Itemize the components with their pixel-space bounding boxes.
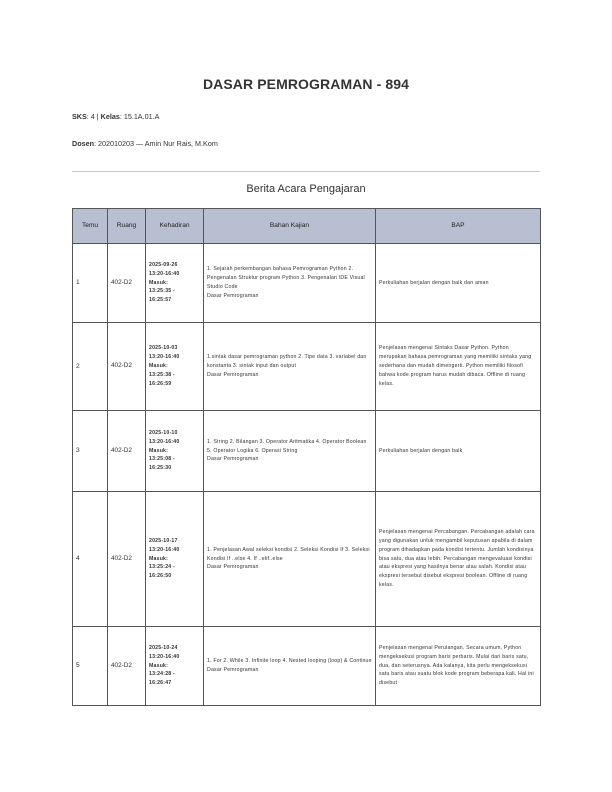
bahan-topics: 1. Penjelasan Awal seleksi kondisi 2. Seleksi Kondisi If 3. Seleksi Kondisi If ..else 4. If ..elif..else: [207, 546, 370, 562]
header-bap: BAP: [376, 209, 541, 244]
table-row: [73, 323, 541, 411]
kehadiran-masuk: Masuk:: [149, 279, 169, 286]
bahan-topics: 1. String 2. Bilangan 3. Operator Aritmatika 4. Operator Boolean 5. Operator Logika 6. Operasi String: [207, 438, 367, 454]
table-row: [73, 492, 541, 627]
cell-temu: 1: [73, 244, 108, 323]
kehadiran-start: 13:25:38 -: [149, 371, 175, 378]
cell-bap: Penjelasan mengenai Percabangan. Percabangan adalah cara yang digunakan untuk mengambil keputusan apabila di dalam program dihadapkan pada kondisi tertentu. Jumlah kondisinya bisa satu, dua atau lebih. Percabangan mengevaluasi kondisi atau ekspresi yang hasilnya benar atau salah. Kondisi atau ekspresi tersebut disebut ekspresi boolean. Offline di ruang kelas.: [376, 492, 541, 627]
bahan-topics: 1. For 2. While 3. Infinite loop 4. Nested looping (loop) & Continue: [207, 658, 372, 665]
table-row: [73, 244, 541, 323]
kehadiran-masuk: Masuk:: [149, 363, 169, 370]
header-temu: Temu: [73, 209, 108, 244]
cell-bahan-kajian: [204, 627, 376, 706]
cell-temu: 5: [73, 627, 108, 706]
cell-kehadiran: [146, 627, 204, 706]
kelas-label: Kelas: [100, 112, 120, 121]
table-row: [73, 627, 541, 706]
kehadiran-end: 16:25:30: [149, 465, 172, 472]
bahan-reference: Dasar Pemrograman: [207, 564, 259, 571]
kehadiran-masuk: Masuk:: [149, 555, 169, 562]
bahan-reference: Dasar Pemrograman: [207, 456, 259, 463]
header-ruang: Ruang: [108, 209, 146, 244]
cell-kehadiran: [146, 323, 204, 411]
cell-bap: Perkuliahan berjalan dengan baik dan aman: [376, 244, 541, 323]
kehadiran-time: 13:20-16:40: [149, 546, 180, 553]
kehadiran-masuk: Masuk:: [149, 447, 169, 454]
dosen-line: [72, 139, 218, 148]
bahan-topics: 1.sintak dasar pemrograman python 2. Tipe data 3. variabel dan konstanta 3. sintak input dan output: [207, 354, 367, 370]
kehadiran-end: 16:26:59: [149, 380, 172, 387]
kehadiran-time: 13:20-16:40: [149, 438, 180, 445]
kehadiran-start: 13:25:24 -: [149, 564, 175, 571]
kehadiran-date: 2025-10-03: [149, 345, 178, 352]
cell-ruang: 402-D2: [108, 244, 146, 323]
header-bahan-kajian: Bahan Kajian: [204, 209, 376, 244]
cell-bahan-kajian: [204, 411, 376, 492]
cell-ruang: 402-D2: [108, 411, 146, 492]
bap-table: [72, 208, 541, 706]
cell-bap: Penjelasan mengenai Sintaks Dasar Python. Python merupakan bahasa pemrograman yang memiliki sintaks yang sederhana dan mudah dimengerti. Python memiliki filosofi bahwa kode program harus mudah dibaca. Offline di ruang kelas.: [376, 323, 541, 411]
cell-kehadiran: [146, 492, 204, 627]
dosen-label: Dosen: [72, 139, 94, 148]
kelas-value: : 15.1A.01.A: [119, 112, 160, 121]
kehadiran-date: 2025-09-26: [149, 261, 178, 268]
kehadiran-date: 2025-10-24: [149, 644, 178, 651]
cell-temu: 3: [73, 411, 108, 492]
kehadiran-date: 2025-10-10: [149, 429, 178, 436]
header-kehadiran: Kehadiran: [146, 209, 204, 244]
section-title: Berita Acara Pengajaran: [246, 183, 366, 195]
cell-bap: Penjelasan mengenai Perulangan. Secara umum, Python mengeksekusi program baris perbaris. Mulai dari baris satu, dua, dan seterusnya. Ada kalanya, kita perlu mengeksekusi satu baris atau suatu blok kode program beberapa kali. Hal ini disebut: [376, 627, 541, 706]
kehadiran-time: 13:20-16:40: [149, 270, 180, 277]
bahan-reference: Dasar Pemrograman: [207, 292, 259, 299]
document-title: DASAR PEMROGRAMAN - 894: [202, 76, 410, 92]
bahan-reference: Dasar Pemrograman: [207, 371, 259, 378]
kehadiran-end: 16:26:50: [149, 573, 172, 580]
kehadiran-masuk: Masuk:: [149, 662, 169, 669]
sks-label: SKS: [72, 112, 87, 121]
sks-kelas-line: [72, 112, 159, 121]
cell-kehadiran: [146, 244, 204, 323]
kehadiran-start: 13:25:35 -: [149, 288, 175, 295]
kehadiran-time: 13:20-16:40: [149, 354, 180, 361]
table-header-row: [73, 209, 541, 244]
kehadiran-date: 2025-10-17: [149, 537, 178, 544]
cell-bap: Perkuliahan berjalan dengan baik: [376, 411, 541, 492]
cell-kehadiran: [146, 411, 204, 492]
cell-temu: 4: [73, 492, 108, 627]
cell-ruang: 402-D2: [108, 492, 146, 627]
kehadiran-end: 16:25:57: [149, 297, 172, 304]
bahan-reference: Dasar Pemrograman: [207, 667, 259, 673]
bahan-topics: 1. Sejarah perkembangan bahasa Pemrograman Python 2. Pengenalan Struktur program Python 3. Pengenalan IDE Visual Studio Code: [207, 266, 365, 290]
kehadiran-start: 13:24:28 -: [149, 671, 175, 678]
dosen-value: : 202010203 — Amin Nur Rais, M.Kom: [93, 139, 218, 148]
cell-ruang: 402-D2: [108, 323, 146, 411]
cell-temu: 2: [73, 323, 108, 411]
kehadiran-time: 13:20-16:40: [149, 653, 180, 660]
section-divider: [72, 171, 540, 172]
table-row: [73, 411, 541, 492]
kehadiran-end: 16:26:47: [149, 680, 172, 687]
cell-bahan-kajian: [204, 244, 376, 323]
cell-ruang: 402-D2: [108, 627, 146, 706]
kehadiran-start: 13:25:08 -: [149, 456, 175, 463]
cell-bahan-kajian: [204, 323, 376, 411]
sks-value: : 4 |: [86, 112, 101, 121]
cell-bahan-kajian: [204, 492, 376, 627]
